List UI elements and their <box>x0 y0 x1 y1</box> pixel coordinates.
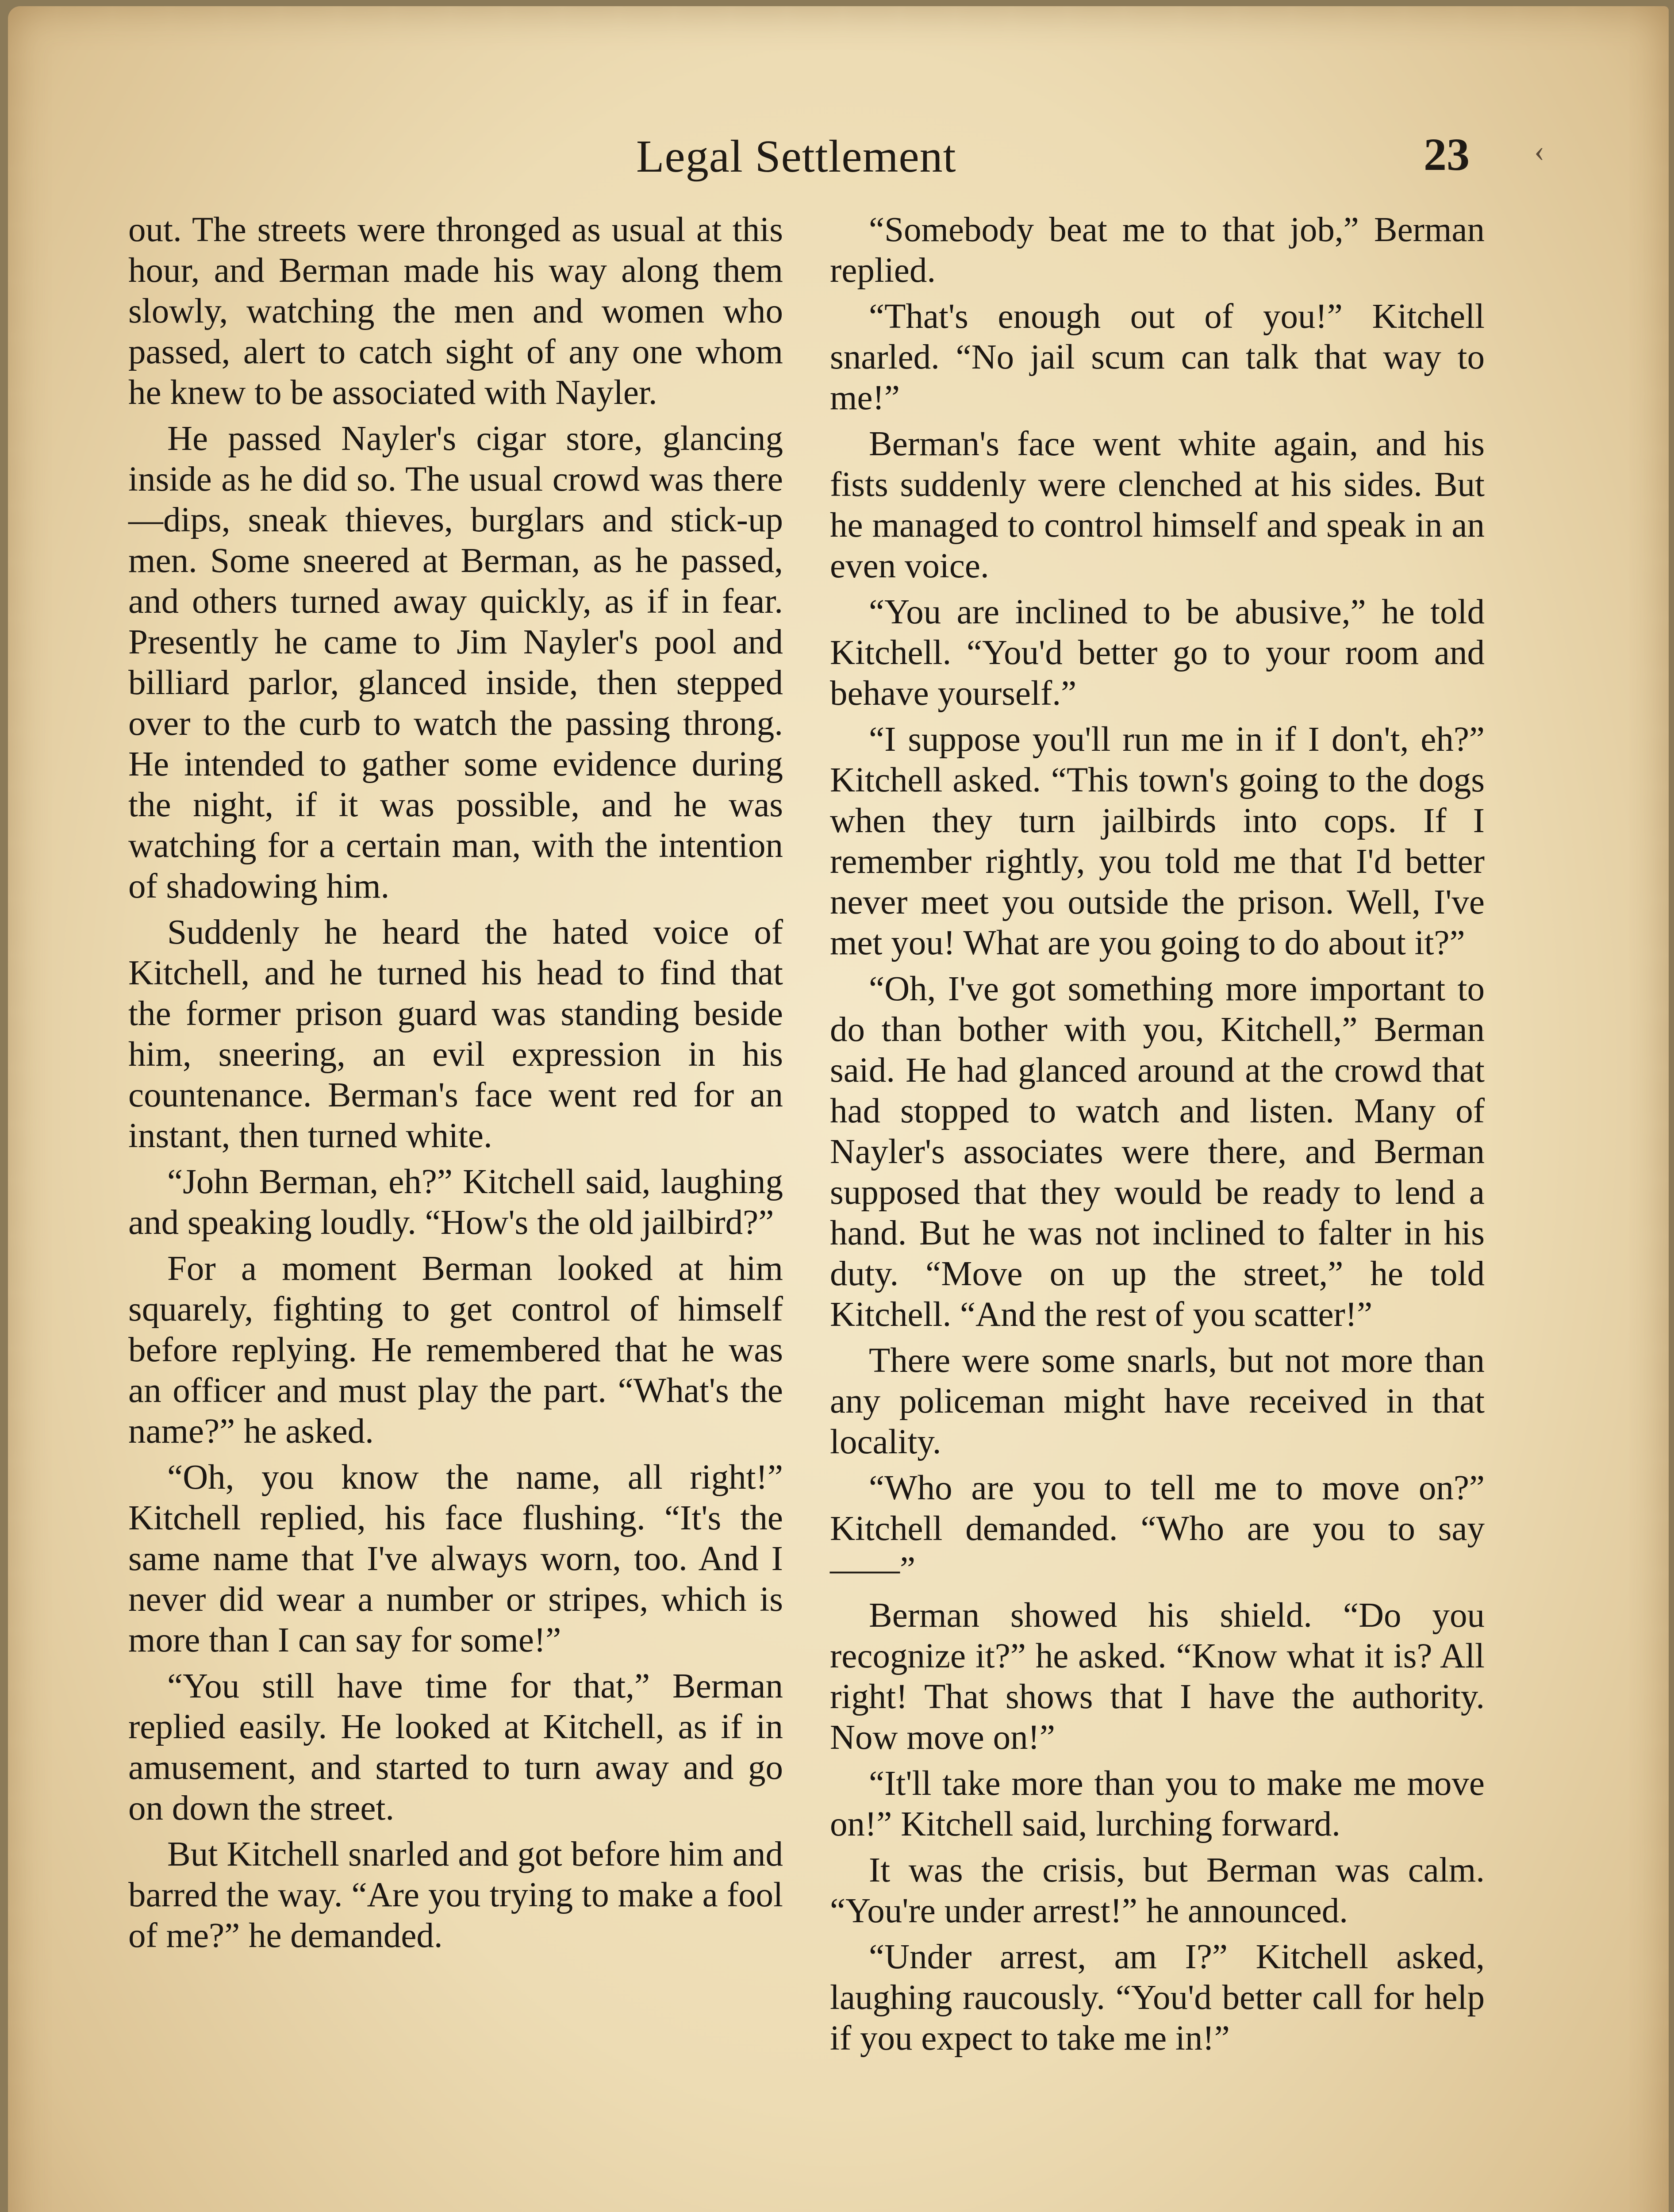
paragraph: He passed Nayler's cigar store, glancing inside as he did so. The usual crowd was there—dips, sneak thieves, burglars and stick-up men. Some sneered at Berman, as he passed, and others turned away quickly, as if in fear. Presently he came to Jim Nayler's pool and billiard parlor, glanced inside, then stepped over to the curb to watch the passing throng. He intended to gather some evidence during the night, if it was possible, and he was watching for a certain man, with the intention of shadowing him. <box>128 419 783 906</box>
paragraph: For a moment Berman looked at him squarely, fighting to get control of himself before replying. He remembered that he was an officer and must play the part. “What's the name?” he asked. <box>128 1249 783 1451</box>
page-number: 23 <box>1424 129 1470 180</box>
margin-mark: ‹ <box>1534 134 1545 168</box>
paragraph: “I suppose you'll run me in if I don't, eh?” Kitchell asked. “This town's going to the dogs when they turn jailbirds into cops. If I remember rightly, you told me that I'd better never meet you outside the prison. Well, I've met you! What are you going to do about it?” <box>830 720 1485 962</box>
page-header <box>8 130 1669 196</box>
paragraph: Berman showed his shield. “Do you recognize it?” he asked. “Know what it is? All right! That shows that I have the authority. Now move on!” <box>830 1596 1485 1757</box>
paragraph: But Kitchell snarled and got before him and barred the way. “Are you trying to make a fool of me?” he demanded. <box>128 1835 783 1955</box>
running-title: Legal Settlement <box>636 131 956 182</box>
paragraph: “Somebody beat me to that job,” Berman replied. <box>830 211 1485 290</box>
right-column <box>830 210 1485 2064</box>
paragraph: There were some snarls, but not more than any policeman might have received in that locality. <box>830 1341 1485 1461</box>
paragraph: “Who are you to tell me to move on?” Kitchell demanded. “Who are you to say——” <box>830 1469 1485 1589</box>
paragraph: “John Berman, eh?” Kitchell said, laughing and speaking loudly. “How's the old jailbird?” <box>128 1163 783 1242</box>
paragraph: “Under arrest, am I?” Kitchell asked, laughing raucously. “You'd better call for help if you expect to take me in!” <box>830 1938 1485 2058</box>
paragraph: It was the crisis, but Berman was calm. “You're under arrest!” he announced. <box>830 1851 1485 1930</box>
paragraph: “Oh, I've got something more important to do than bother with you, Kitchell,” Berman said. He had glanced around at the crowd that had stopped to watch and listen. Many of Nayler's associates were there, and Berman supposed that they would be ready to lend a hand. But he was not inclined to falter in his duty. “Move on up the street,” he told Kitchell. “And the rest of you scatter!” <box>830 970 1485 1334</box>
paragraph: “It'll take more than you to make me move on!” Kitchell said, lurching forward. <box>830 1764 1485 1843</box>
paragraph: out. The streets were thronged as usual at this hour, and Berman made his way along them slowly, watching the men and women who passed, alert to catch sight of any one whom he knew to be associated with Nayler. <box>128 211 783 412</box>
book-page <box>8 6 1669 2212</box>
paragraph: “Oh, you know the name, all right!” Kitchell replied, his face flushing. “It's the same name that I've always worn, too. And I never did wear a number or stripes, which is more than I can say for some!” <box>128 1458 783 1659</box>
paragraph: “You still have time for that,” Berman replied easily. He looked at Kitchell, as if in amusement, and started to turn away and go on down the street. <box>128 1667 783 1828</box>
paragraph: “That's enough out of you!” Kitchell snarled. “No jail scum can talk that way to me!” <box>830 297 1485 417</box>
paragraph: Berman's face went white again, and his fists suddenly were clenched at his sides. But he managed to control himself and speak in an even voice. <box>830 425 1485 585</box>
paragraph: “You are inclined to be abusive,” he told Kitchell. “You'd better go to your room and behave yourself.” <box>830 593 1485 713</box>
paragraph: Suddenly he heard the hated voice of Kitchell, and he turned his head to find that the former prison guard was standing beside him, sneering, an evil expression in his countenance. Berman's face went red for an instant, then turned white. <box>128 913 783 1155</box>
left-column <box>128 210 783 1962</box>
